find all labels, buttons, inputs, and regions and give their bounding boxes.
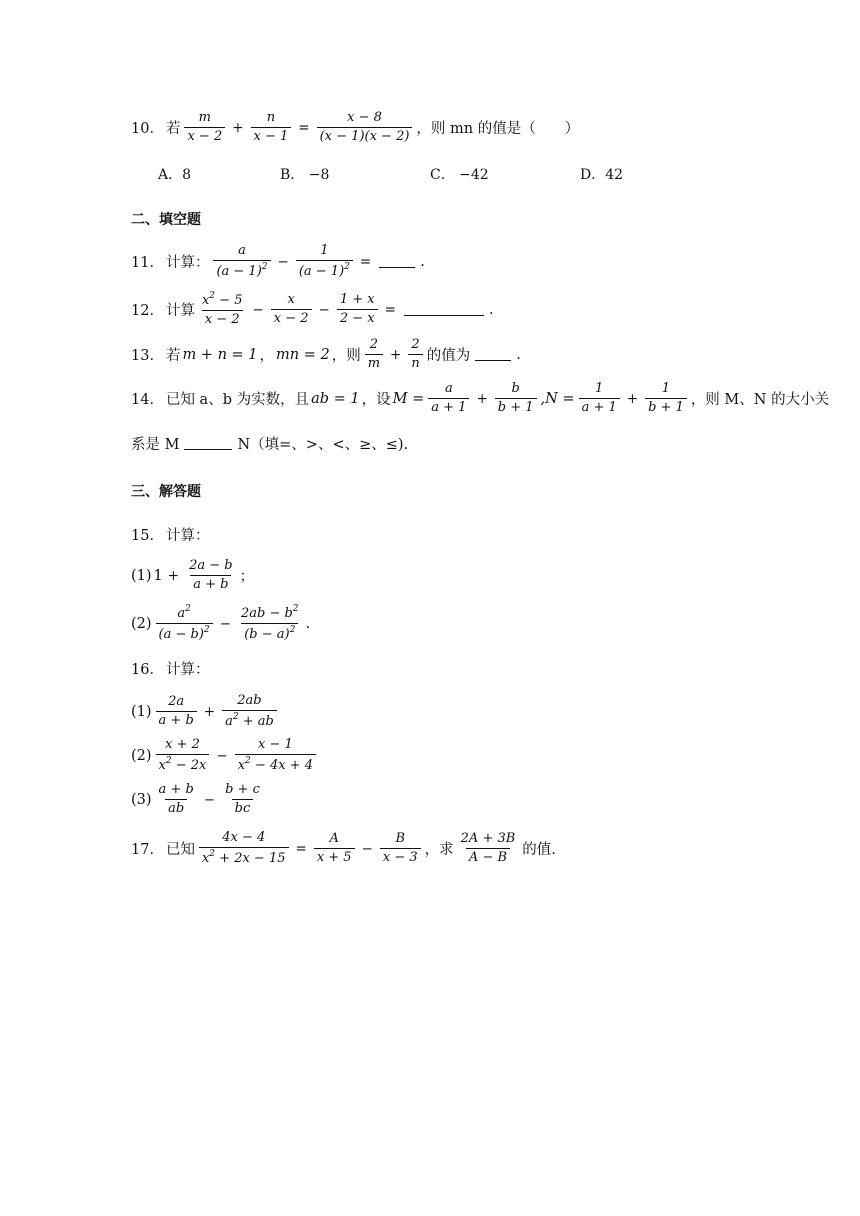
section-heading: 三、解答题 <box>131 484 201 500</box>
fraction: $\frac{b + c}{bc}$ <box>225 782 260 817</box>
question-number: 13． <box>131 348 164 365</box>
question-text: 计算： <box>165 255 210 272</box>
fraction: $\frac{a}{a + 1}$ <box>428 381 469 417</box>
answer-blank[interactable] <box>379 266 415 268</box>
fraction: $\frac{2}{m}$ <box>365 337 383 373</box>
question-16-part-1: (1) $\frac{2a}{a + b}$ + $\frac{2ab}{a^2 + ab}$ <box>131 693 279 731</box>
question-12: 12． 计算 $\frac{x^2 - 5}{x - 2}$ − $\frac{x}{x - 2}$ − $\frac{1 + x}{2 - x}$ = . <box>131 291 494 328</box>
fraction: $\frac{a^2}{(a - b)^2}$ <box>156 604 213 644</box>
fraction: $\frac{m}{x - 2}$ <box>184 110 225 146</box>
fraction: $\frac{n}{x - 1}$ <box>251 110 292 146</box>
question-16 <box>131 658 209 679</box>
option-a[interactable]: A．8 <box>158 167 192 183</box>
question-16-part-2: (2) $\frac{x + 2}{x^2 - 2x}$ − $\frac{x - 1}{x^2 - 4x + 4}$ <box>131 737 318 775</box>
fraction: $\frac{1}{a + 1}$ <box>579 381 620 417</box>
question-number: 12． <box>131 303 164 320</box>
answer-blank[interactable] <box>404 314 484 316</box>
question-number: 14． <box>131 392 164 409</box>
option-c[interactable]: C． −42 <box>430 167 489 183</box>
fraction: $\frac{b}{b + 1}$ <box>495 381 537 417</box>
answer-blank[interactable] <box>475 359 511 361</box>
fraction: $\frac{x - 8}{(x - 1)(x - 2)}$ <box>317 110 413 146</box>
fraction: $\frac{A}{x + 5}$ <box>314 831 355 867</box>
question-text: 已知 <box>165 842 195 859</box>
fraction: $\frac{2a - b}{a + b}$ <box>189 558 233 593</box>
question-17: 17． 已知 $\frac{4x - 4}{x^2 + 2x - 15}$ = $\frac{A}{x + 5}$ − $\frac{B}{x - 3}$ ，求 $\frac{2A + 3B}{A - B}$ 的值. <box>131 830 556 867</box>
fraction: $\frac{1}{b + 1}$ <box>645 381 687 417</box>
question-number: 15． <box>131 528 164 544</box>
option-b[interactable]: B． −8 <box>280 167 330 183</box>
question-15-part-2: (2) $\frac{a^2}{(a - b)^2}$ − $\frac{2ab - b^2}{(b - a)^2}$ . <box>131 604 311 643</box>
fraction: $\frac{2ab}{a^2 + ab}$ <box>222 693 277 731</box>
question-number: 16． <box>131 662 164 678</box>
fraction: $\frac{a + b}{ab}$ <box>158 782 194 817</box>
fraction: $\frac{a}{(a - 1)^2}$ <box>213 243 270 281</box>
question-number: 10． <box>131 121 164 138</box>
fraction: $\frac{2ab - b^2}{(b - a)^2}$ <box>240 604 299 643</box>
fraction: $\frac{x}{x - 2}$ <box>271 292 312 328</box>
fraction: $\frac{1}{(a - 1)^2}$ <box>296 243 353 281</box>
question-text: 若 <box>165 121 181 138</box>
fraction: $\frac{x^2 - 5}{x - 2}$ <box>201 291 243 328</box>
question-14-continued: 系是 M N（填=、>、<、≥、≤). <box>131 437 409 453</box>
fraction: $\frac{2a}{a + b}$ <box>156 694 197 730</box>
question-10: 10． 若 $\frac{m}{x - 2}$ + $\frac{n}{x - 1}$ = $\frac{x - 8}{(x - 1)(x - 2)}$ ，则 mn 的值是（ ） <box>131 110 580 145</box>
fraction: $\frac{2A + 3B}{A - B}$ <box>460 831 516 866</box>
option-d[interactable]: D．42 <box>580 167 624 183</box>
question-number: 17． <box>131 842 164 859</box>
fraction: $\frac{x + 2}{x^2 - 2x}$ <box>156 737 210 775</box>
question-13: 13． 若 m + n = 1 ， mn = 2 ，则 $\frac{2}{m}$ + $\frac{2}{n}$ 的值为 . <box>131 337 521 372</box>
question-11: 11． 计算： $\frac{a}{(a - 1)^2}$ − $\frac{1}{(a - 1)^2}$ = . <box>131 243 425 280</box>
answer-blank[interactable] <box>184 448 232 450</box>
question-16-part-3: (3) $\frac{a + b}{ab}$ − $\frac{b + c}{bc}$ <box>131 782 265 818</box>
fraction: $\frac{4x - 4}{x^2 + 2x - 15}$ <box>199 830 289 868</box>
question-text: ，则 mn 的值是（ ） <box>416 121 580 138</box>
question-15 <box>131 524 209 545</box>
section-heading: 二、填空题 <box>131 212 201 228</box>
fraction: $\frac{B}{x - 3}$ <box>380 831 421 867</box>
question-text: 计算： <box>165 528 210 544</box>
question-text: 若 <box>165 348 181 365</box>
question-14: 14． 已知 a、b 为实数，且 ab = 1 ，设 M = $\frac{a}{a + 1}$ + $\frac{b}{b + 1}$ ,N = $\frac{1}{a + 1}$ + $\frac{1}{b + 1}$ ，则 M、N 的大小关 <box>131 381 830 416</box>
question-number: 11． <box>131 255 164 272</box>
fraction: $\frac{1 + x}{2 - x}$ <box>337 292 378 328</box>
question-text: 计算 <box>165 303 195 320</box>
fraction: $\frac{2}{n}$ <box>408 337 422 373</box>
question-15-part-1: (1) 1 + $\frac{2a - b}{a + b}$ ； <box>131 558 255 593</box>
fraction: $\frac{x - 1}{x^2 - 4x + 4}$ <box>235 737 316 775</box>
question-text: 计算： <box>165 662 210 678</box>
question-text: 已知 a、b 为实数，且 <box>165 392 310 409</box>
